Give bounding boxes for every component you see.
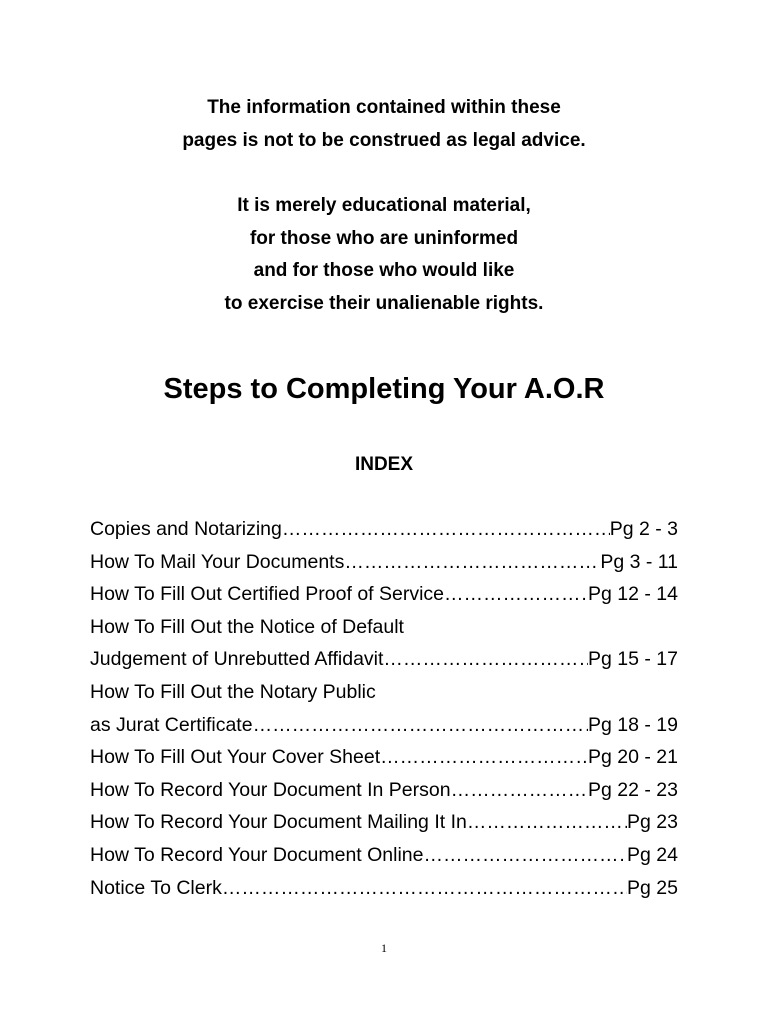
toc-leader-dots — [380, 741, 588, 774]
disclaimer-line: pages is not to be construed as legal advice. — [182, 129, 586, 151]
toc-entry-label: How To Fill Out Your Cover Sheet — [90, 746, 381, 769]
toc-entry-label: Judgement of Unrebutted Affidavit — [90, 648, 384, 671]
toc-entry-label: How To Mail Your Documents — [90, 550, 345, 573]
disclaimer-line: to exercise their unalienable rights. — [224, 292, 544, 314]
toc-entry-page: Pg 24 — [627, 843, 678, 866]
toc-leader-dots — [451, 774, 588, 807]
toc-leader-dots — [424, 839, 628, 872]
toc-entry-label: How To Fill Out Certified Proof of Service — [90, 583, 445, 606]
disclaimer-block — [0, 92, 768, 320]
disclaimer-line: for those who are uninformed — [249, 227, 519, 249]
toc-entry-page: Pg 2 - 3 — [609, 518, 678, 540]
toc-entry — [90, 578, 678, 611]
paragraph-gap — [0, 157, 768, 190]
disclaimer-line: and for those who would like — [253, 260, 515, 281]
page-number: 1 — [381, 941, 387, 955]
toc-entry — [90, 643, 678, 676]
index-heading: INDEX — [354, 454, 414, 475]
toc-leader-dots — [222, 872, 627, 905]
toc-entry — [90, 546, 678, 579]
toc-entry-page: Pg 23 — [627, 811, 678, 834]
toc-leader-dots — [344, 546, 600, 579]
toc-entry — [90, 872, 678, 905]
toc-entry-page: Pg 18 - 19 — [588, 713, 678, 736]
toc-entry-page: Pg 12 - 14 — [588, 583, 678, 606]
toc-leader-dots — [383, 643, 588, 676]
toc-entry-page: Pg 20 - 21 — [588, 746, 678, 769]
toc-leader-dots — [282, 513, 610, 546]
table-of-contents — [90, 513, 678, 904]
toc-entry-page: Pg 15 - 17 — [588, 648, 678, 671]
toc-entry — [90, 806, 678, 839]
toc-entry-page: Pg 3 - 11 — [600, 550, 678, 573]
toc-entry-label: How To Fill Out the Notary Public — [90, 680, 376, 703]
toc-leader-dots — [444, 578, 588, 611]
toc-entry — [90, 774, 678, 807]
toc-entry-label: How To Fill Out the Notice of Default — [90, 615, 404, 638]
toc-entry — [90, 741, 678, 774]
toc-entry — [90, 709, 678, 742]
page-title: Steps to Completing Your A.O.R — [163, 373, 605, 405]
toc-entry — [90, 676, 678, 709]
disclaimer-line: It is merely educational material, — [237, 195, 531, 216]
toc-entry — [90, 839, 678, 872]
toc-entry — [90, 611, 678, 644]
toc-entry-label: How To Record Your Document Mailing It In — [90, 811, 467, 834]
toc-entry-label: Notice To Clerk — [90, 876, 222, 899]
toc-entry-label: How To Record Your Document In Person — [90, 778, 451, 801]
toc-entry-label: as Jurat Certificate — [90, 713, 253, 736]
toc-entry-page: Pg 25 — [627, 876, 678, 899]
toc-leader-dots — [253, 709, 588, 742]
toc-entry-label: How To Record Your Document Online — [90, 843, 424, 866]
toc-entry — [90, 513, 678, 546]
toc-entry-label: Copies and Notarizing — [90, 518, 282, 540]
disclaimer-line: The information contained within these — [207, 97, 561, 118]
toc-entry-page: Pg 22 - 23 — [588, 778, 678, 801]
toc-leader-dots — [467, 806, 627, 839]
